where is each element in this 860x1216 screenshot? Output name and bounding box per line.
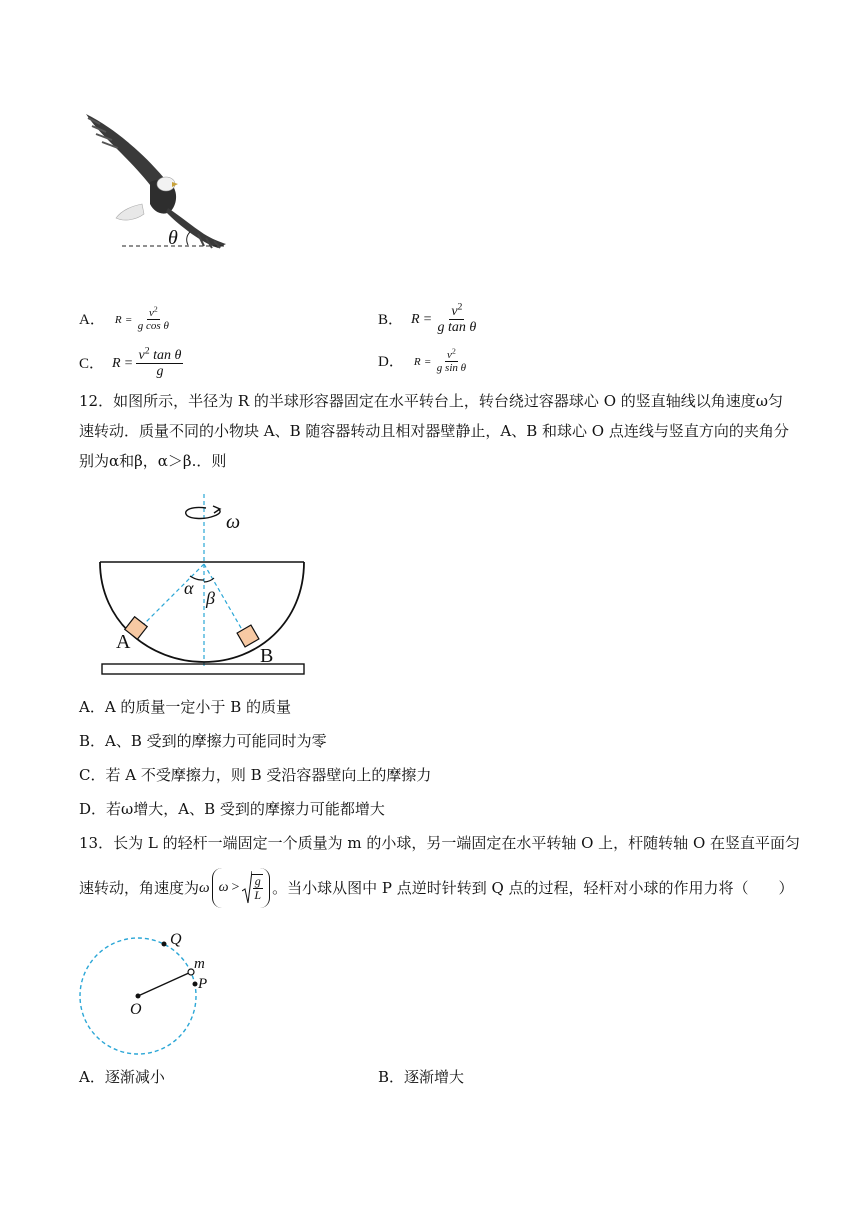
m-label: m: [194, 956, 205, 972]
sqrt-sign-icon: [242, 871, 252, 905]
formula-den: g tan θ: [437, 320, 477, 336]
hemisphere-bowl: [100, 562, 304, 662]
beta-label: β: [206, 588, 215, 608]
q12-stem-line-2: 速转动．质量不同的小物块 A、B 随容器转动且相对器壁静止，A、B 和球心 O 点连线与竖直方向的夹角分: [79, 422, 789, 440]
alpha-label: α: [184, 578, 194, 598]
q11-option-b: B． R = $\frac{v^2}{\text{g tan θ}}$: [378, 301, 477, 336]
formula-lhs: R: [411, 312, 420, 327]
omega-label: ω: [226, 511, 241, 533]
q12-option-a: A．A 的质量一定小于 B 的质量: [79, 698, 291, 716]
formula-sup: 2: [451, 346, 456, 356]
option-letter: B．: [378, 312, 404, 328]
circle-figure: [76, 926, 212, 1062]
formula-sup: 2: [457, 301, 463, 313]
formula-den: g cos θ: [137, 320, 169, 333]
q11-option-a: A． R = $\frac{v^2}{\text{g cos θ}}$: [79, 304, 169, 333]
omega-symbol: ω: [199, 880, 210, 896]
q13-option-a: A．逐渐减小: [79, 1068, 165, 1086]
formula-den: g: [156, 364, 164, 380]
hemisphere-figure: [96, 492, 312, 682]
condition-bracket: [212, 868, 270, 908]
pivot-o: [136, 994, 141, 999]
q12-stem-line-1: 12．如图所示，半径为 R 的半球形容器固定在水平转台上，转台绕过容器球心 O 的竖直轴线以角速度ω匀: [79, 392, 783, 410]
q13-stem-pre: 速转动，角速度为: [79, 879, 200, 897]
p-label: P: [198, 976, 208, 992]
rotation-arrow-icon: [186, 506, 220, 518]
block-b: [237, 625, 259, 647]
option-letter: A．: [79, 312, 105, 328]
formula-sup: 2: [153, 304, 158, 314]
q12-stem-line-3: 别为α和β，α＞β.．则: [79, 452, 227, 470]
formula-lhs: R: [114, 313, 122, 326]
turntable-base: [102, 664, 304, 674]
o-label: O: [130, 1001, 142, 1018]
point-q: [162, 942, 167, 947]
q12-option-d: D．若ω增大，A、B 受到的摩擦力可能都增大: [79, 800, 385, 818]
q11-option-c: C． R = $\frac{v^2 \tan \theta}{g}$: [79, 345, 182, 380]
formula-num: v: [447, 349, 452, 362]
formula-lhs: R: [112, 355, 121, 371]
q13-stem-post: 。当小球从图中 P 点逆时针转到 Q 点的过程，轻杆对小球的作用力将（ ）: [272, 879, 794, 897]
formula-den: g sin θ: [436, 362, 467, 375]
cond-den: L: [254, 887, 262, 902]
cond-omega: ω: [218, 880, 229, 895]
q13-stem-line-1: 13．长为 L 的轻杆一端固定一个质量为 m 的小球，另一端固定在水平转轴 O 上，杆随转轴 O 在竖直平面匀: [79, 834, 801, 852]
option-letter: D．: [378, 354, 404, 370]
cond-num: g: [254, 873, 261, 888]
eagle-figure: [80, 108, 240, 258]
light-rod: [138, 972, 191, 996]
option-letter: C．: [79, 356, 105, 372]
q11-option-d: D． R = $\frac{v^2}{\text{g sin θ}}$: [378, 346, 467, 375]
block-b-label: B: [260, 645, 274, 667]
formula-num: v: [148, 307, 154, 320]
q-label: Q: [170, 931, 182, 948]
formula-num: v: [138, 347, 145, 363]
formula-num: v: [451, 303, 458, 319]
block-a-label: A: [116, 631, 131, 653]
formula-num-tail: tan θ: [149, 347, 182, 363]
q13-stem-line-2: [79, 868, 794, 908]
q12-option-c: C．若 A 不受摩擦力，则 B 受沿容器壁向上的摩擦力: [79, 766, 432, 784]
angle-label: θ: [168, 227, 178, 249]
formula-lhs: R: [413, 355, 421, 368]
q13-option-b: B．逐渐增大: [378, 1068, 465, 1086]
cond-gt: >: [231, 880, 240, 895]
point-p: [193, 982, 198, 987]
eagle-icon: [86, 114, 226, 248]
q12-option-b: B．A、B 受到的摩擦力可能同时为零: [79, 732, 327, 750]
formula-sup: 2: [144, 345, 150, 357]
